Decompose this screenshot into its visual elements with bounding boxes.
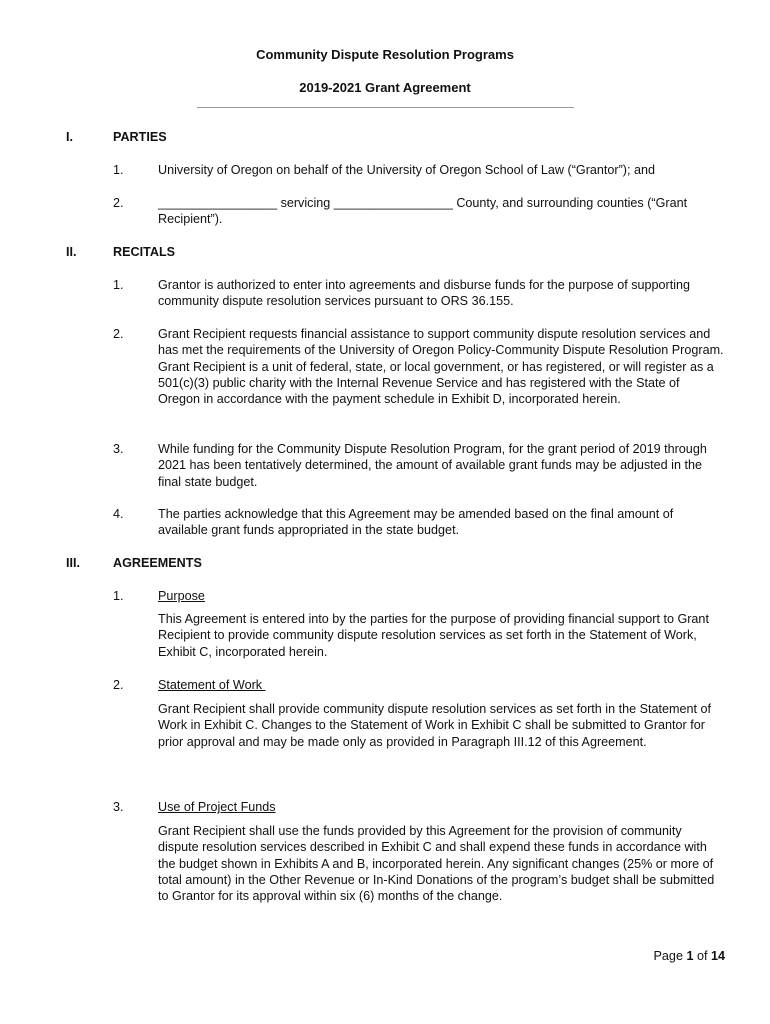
- item-number: 2.: [113, 678, 124, 692]
- item-text: University of Oregon on behalf of the University of Oregon School of Law (“Grantor”); and: [158, 163, 655, 177]
- item-number: 3.: [113, 442, 124, 456]
- document-title: Community Dispute Resolution Programs: [256, 47, 514, 62]
- item-number: 4.: [113, 507, 124, 521]
- item-text: While funding for the Community Dispute Resolution Program, for the grant period of 2019 through 2021 has been tentatively determined, the amount of available grant funds may be adjusted in the final state budget.: [158, 442, 707, 489]
- item-text: _________________ servicing _________________ County, and surrounding counties (“Grant Recipient”).: [158, 196, 688, 227]
- section-number: II.: [66, 245, 77, 259]
- item-number: 1.: [113, 589, 124, 603]
- item-text: Grantor is authorized to enter into agreements and disburse funds for the purpose of supporting community dispute resolution services pursuant to ORS 36.155.: [158, 278, 691, 309]
- title-rule: [197, 107, 574, 108]
- item-text: Grant Recipient shall use the funds provided by this Agreement for the provision of community dispute resolution services described in Exhibit C and shall expend these funds in accordance with the budget shown in Exhibits A and B, incorporated herein. Any significant changes (25% or more of total amount) in the Other Revenue or In-Kind Donations of the program’s budget shall be submitted to Grantor for its approval within six (6) months of the change.: [158, 824, 715, 904]
- section-title-recitals: RECITALS: [113, 245, 176, 259]
- item-text: Grant Recipient shall provide community dispute resolution services as set forth in the Statement of Work in Exhibit C. Changes to the Statement of Work in Exhibit C shall be submitted to Grantor for prior approval and may be made only as provided in Paragraph III.12 of this Agreement.: [158, 702, 711, 749]
- item-heading-use-of-project-funds: Use of Project Funds: [158, 800, 276, 814]
- section-title-agreements: AGREEMENTS: [113, 556, 202, 570]
- item-heading-purpose: Purpose: [158, 589, 205, 603]
- item-number: 2.: [113, 327, 124, 341]
- document-subtitle: 2019-2021 Grant Agreement: [299, 80, 471, 95]
- page-total: 14: [710, 949, 725, 963]
- item-text: Grant Recipient requests financial assistance to support community dispute resolution services and has met the requirements of the University of Oregon Policy-Community Dispute Resolution Program. Grant Recipient is a unit of federal, state, or local government, or has registered, or will register as a 501(c)(3) public charity with the Internal Revenue Service and has registered with the State of Oregon in accordance with the payment schedule in Exhibit D, incorporated herein.: [158, 327, 724, 407]
- item-number: 1.: [113, 163, 124, 177]
- item-number: 2.: [113, 196, 124, 210]
- item-text: The parties acknowledge that this Agreement may be amended based on the final amount of available grant funds appropriated in the state budget.: [158, 507, 674, 538]
- item-number: 1.: [113, 278, 124, 292]
- section-number: III.: [66, 556, 80, 570]
- item-number: 3.: [113, 800, 124, 814]
- of-label: of: [696, 949, 708, 963]
- item-text: This Agreement is entered into by the parties for the purpose of providing financial support to Grant Recipient to provide community dispute resolution services as set forth in the Statement of Work, Exhibit C, incorporated herein.: [158, 612, 709, 659]
- page-label: Page: [653, 949, 683, 963]
- page-number: 1: [686, 949, 694, 963]
- page-footer: [600, 948, 725, 964]
- section-number: I.: [66, 130, 73, 144]
- section-title-parties: PARTIES: [113, 130, 167, 144]
- item-heading-statement-of-work: Statement of Work: [158, 678, 266, 692]
